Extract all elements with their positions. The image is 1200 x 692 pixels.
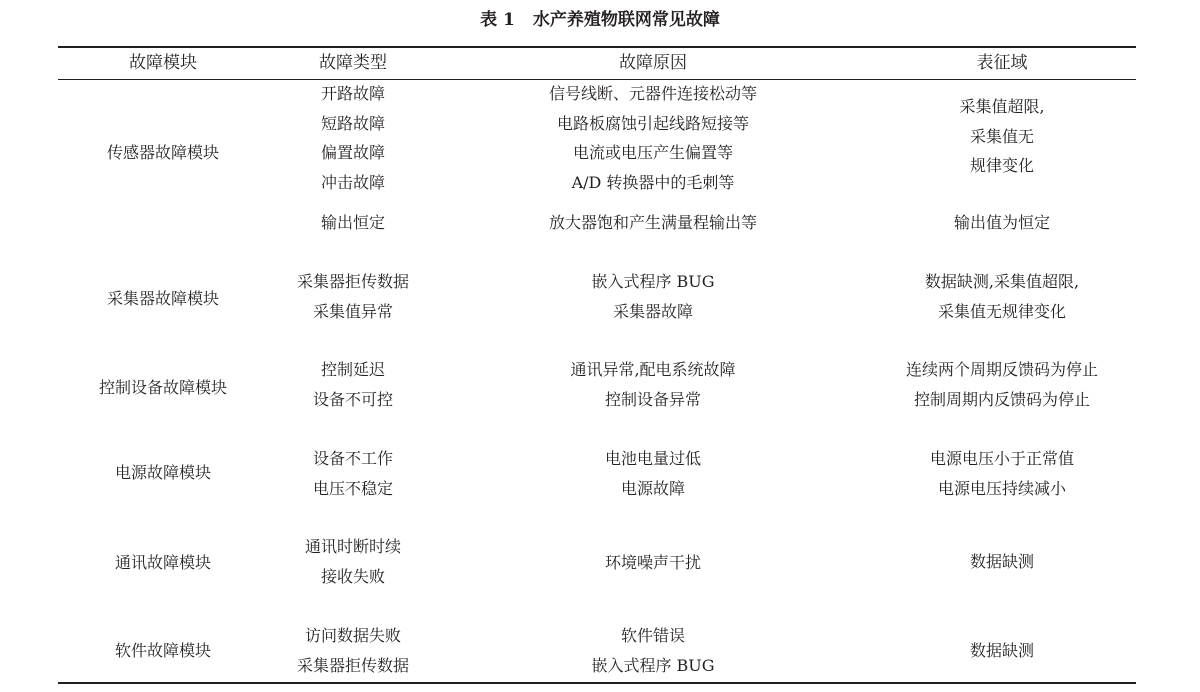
row-5-domain [868, 444, 1136, 503]
cell-text: 通讯故障模块 [114, 553, 211, 572]
cell-text: 信号线断、元器件连接松动等 [548, 84, 757, 103]
row-7-causes [438, 621, 868, 680]
row-2-types [268, 208, 438, 238]
table-number: 表 1 [480, 10, 515, 30]
cell-text: 短路故障 [320, 113, 385, 133]
row-7-domain [868, 636, 1136, 666]
cell-text: 采集值无规律变化 [937, 301, 1066, 321]
cell-text: 访问数据失败 [304, 626, 401, 645]
row-3-causes [438, 267, 868, 326]
cell-text: 规律变化 [969, 156, 1034, 175]
row-2-causes [438, 208, 868, 238]
row-6-types [268, 532, 438, 591]
header-module: 故障模块 [129, 53, 197, 73]
row-4-types [268, 355, 438, 414]
cell-text: 接收失败 [320, 566, 385, 586]
cell-text: 冲击故障 [320, 172, 385, 192]
row-5-module [58, 458, 268, 488]
row-5-causes [438, 444, 868, 503]
table-title: 水产养殖物联网常见故障 [532, 10, 720, 30]
cell-text: 电路板腐蚀引起线路短接等 [556, 113, 749, 133]
row-4-domain [868, 355, 1136, 414]
row-6-causes [438, 548, 868, 578]
header-domain: 表征域 [976, 53, 1028, 73]
cell-text: 嵌入式程序 BUG [591, 272, 715, 291]
cell-text: 电流或电压产生偏置等 [572, 143, 733, 162]
cell-text: 电源电压小于正常值 [929, 449, 1074, 468]
cell-text: 控制设备异常 [604, 389, 701, 409]
cell-text: 开路故障 [320, 84, 385, 103]
row-6-domain [868, 547, 1136, 577]
cell-text: 通讯时断时续 [304, 537, 401, 556]
cell-text: 控制周期内反馈码为停止 [913, 389, 1090, 409]
cell-text: 数据缺测,采集值超限, [924, 272, 1080, 291]
cell-text: 设备不工作 [312, 449, 393, 468]
cell-text: 电池电量过低 [604, 449, 701, 468]
row-4-causes [438, 355, 868, 414]
cell-text: 环境噪声干扰 [604, 553, 701, 572]
row-7-module [58, 636, 268, 666]
cell-text: 采集器拒传数据 [296, 655, 409, 675]
table-bottom-rule [58, 682, 1136, 684]
cell-text: 采集器故障模块 [106, 289, 219, 308]
cell-text: 采集值超限, [959, 97, 1045, 116]
cell-text: 采集值异常 [312, 301, 393, 321]
cell-text: 电源故障模块 [114, 463, 211, 482]
row-2-domain [868, 208, 1136, 238]
cell-text: 控制设备故障模块 [98, 378, 227, 397]
cell-text: 输出恒定 [320, 213, 385, 232]
row-6-module [58, 548, 268, 578]
cell-text: 软件错误 [620, 626, 685, 645]
cell-text: 电源故障 [620, 478, 685, 498]
cell-text: 数据缺测 [969, 552, 1034, 571]
cell-text: 电源电压持续减小 [937, 478, 1066, 498]
cell-text: 电压不稳定 [312, 478, 393, 498]
cell-text: 数据缺测 [969, 641, 1034, 660]
row-1-module [58, 138, 268, 168]
cell-text: 通讯异常,配电系统故障 [570, 360, 736, 379]
table-caption [0, 8, 1200, 32]
cell-text: 采集器拒传数据 [296, 272, 409, 291]
table-top-rule [58, 46, 1136, 48]
row-7-types [268, 621, 438, 680]
row-1-domain [868, 92, 1136, 181]
cell-text: 设备不可控 [312, 389, 393, 409]
cell-text: 输出值为恒定 [953, 213, 1050, 232]
cell-text: 软件故障模块 [114, 641, 211, 660]
row-3-types [268, 267, 438, 326]
row-5-types [268, 444, 438, 503]
cell-text: 嵌入式程序 BUG [591, 655, 715, 675]
header-cause: 故障原因 [619, 53, 687, 73]
row-1-types [268, 79, 438, 197]
cell-text: 传感器故障模块 [106, 143, 219, 162]
cell-text: 连续两个周期反馈码为停止 [905, 360, 1098, 379]
cell-text: 偏置故障 [320, 143, 385, 162]
cell-text: 放大器饱和产生满量程输出等 [548, 213, 757, 232]
cell-text: A/D 转换器中的毛刺等 [571, 172, 735, 192]
cell-text: 控制延迟 [320, 360, 385, 379]
row-3-domain [868, 267, 1136, 326]
row-4-module [58, 373, 268, 403]
cell-text: 采集器故障 [612, 301, 693, 321]
row-1-causes [438, 79, 868, 197]
header-type: 故障类型 [319, 53, 387, 73]
cell-text: 采集值无 [969, 126, 1034, 146]
row-3-module [58, 284, 268, 314]
